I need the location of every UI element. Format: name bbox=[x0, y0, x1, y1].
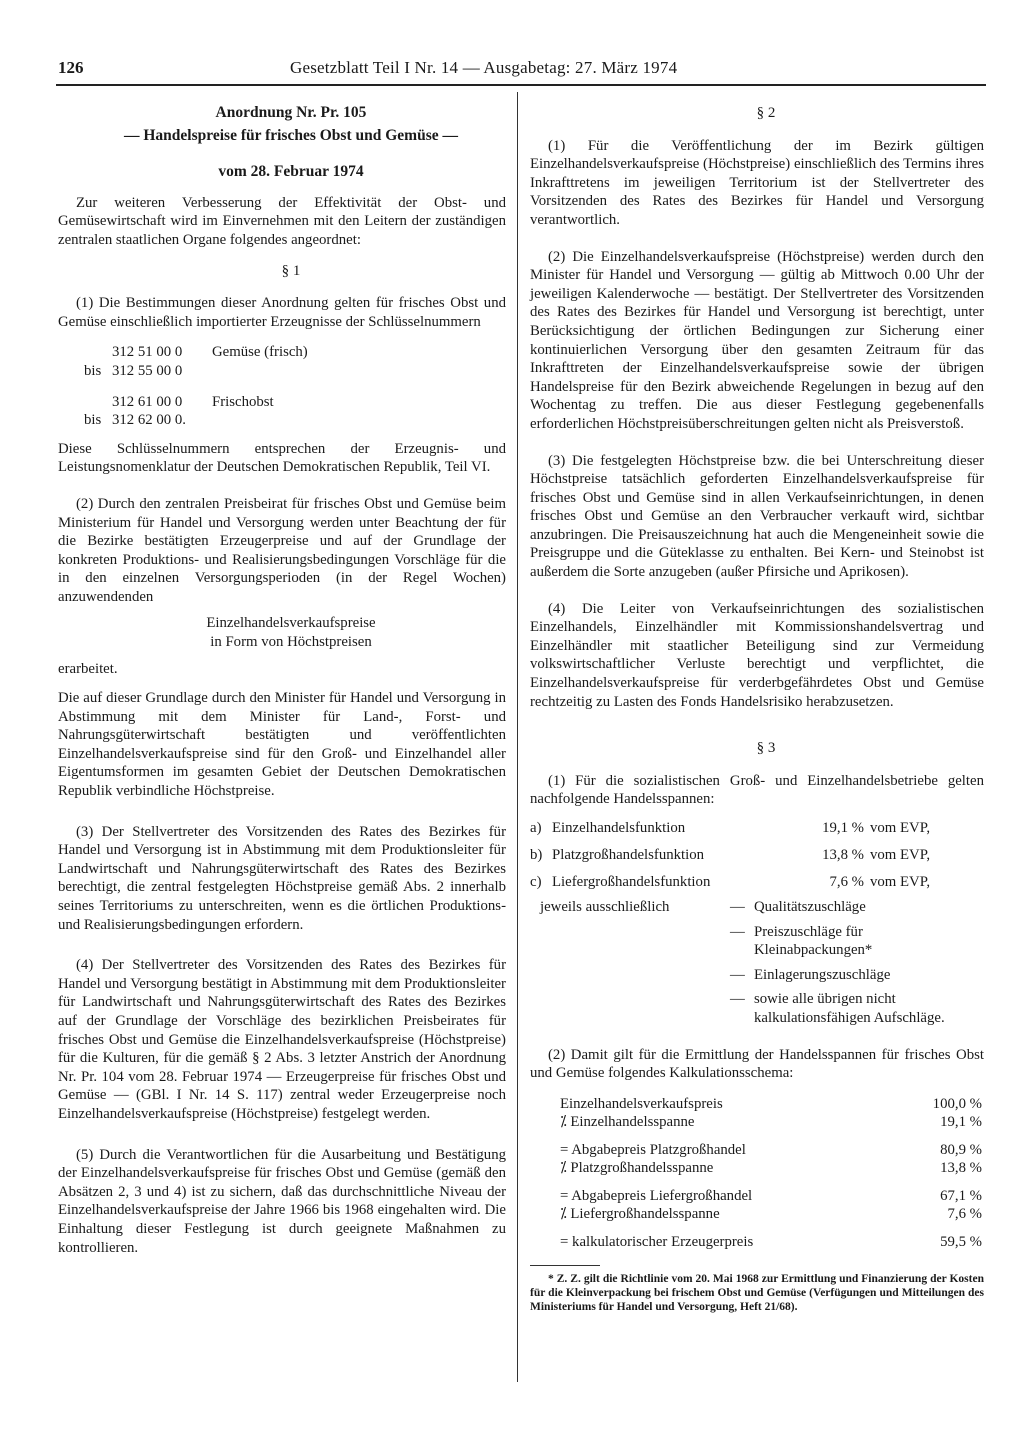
s2-paragraph-4: (4) Die Leiter von Verkaufseinrichtungen des sozialistischen Einzelhandels, Einzelhändler mit Kommissionshandelsvertrag und Einzelhändler mit staatlicher Beteiligung sind zur Vermeidung volkswirtschaftlicher Verluste berechtigt und verpflichtet, die Einzelhandelsverkaufspreise für verderbgefährdetes Obst und Gemüse rechtzeitig zu Lasten des Fonds Handelsrisiko herabzusetzen. bbox=[530, 600, 984, 710]
calc-value: 80,9 % bbox=[940, 1141, 982, 1158]
margin-unit: vom EVP, bbox=[870, 847, 931, 863]
key-code: 312 62 00 0. bbox=[112, 412, 186, 429]
ordinance-title: Anordnung Nr. Pr. 105 bbox=[215, 104, 367, 121]
s3-paragraph-2: (2) Damit gilt für die Ermittlung der Handelsspannen für frisches Obst und Gemüse folgendes Kalkulationsschema: bbox=[530, 1046, 984, 1082]
calc-row bbox=[560, 1095, 982, 1114]
exclusion-text: Qualitätszuschläge bbox=[754, 899, 866, 915]
dash-marker: — bbox=[730, 923, 745, 940]
footnote: * Z. Z. gilt die Richtlinie vom 20. Mai 1968 zur Ermittlung und Finanzierung der Kosten für die Kleinverpackung bei frischem Obst und Gemüse (Verfügungen und Mitteilungen des Ministeriums für Handel und Versorgung, Heft 21/68). bbox=[530, 1273, 984, 1314]
running-header: Gesetzblatt Teil I Nr. 14 — Ausgabetag: 27. März 1974 bbox=[290, 58, 678, 77]
key-prefix bbox=[58, 393, 112, 412]
exclusion-item bbox=[730, 990, 970, 1027]
calc-label: = Abgabepreis Liefergroßhandel bbox=[560, 1187, 753, 1204]
s1-paragraph-4: (4) Der Stellvertreter des Vorsitzenden des Rates des Bezirkes für Handel und Versorgung bestätigt in Abstimmung mit dem Produktionsleiter für Landwirtschaft und Nahrungsgüterwirtschaft des Rates des Bezirkes auf der Grundlage der Vorschläge des bezirklichen Preisbeirates für frisches Obst und Gemüse die Einzelhandelsverkaufspreise (Höchstpreise) für die Kulturen, für die gemäß § 2 Abs. 3 letzter Anstrich der Anordnung Nr. Pr. 104 vom 28. Februar 1974 — Erzeugerpreise für frisches Obst und Gemüse — (GBl. I Nr. 14 S. 117) zentral weder Erzeugerpreise noch Einzelhandelsverkaufspreise (Höchstpreise) festgelegt werden. bbox=[58, 957, 506, 1122]
margin-function: Liefergroßhandelsfunktion bbox=[552, 874, 711, 890]
centered-term-1: Einzelhandelsverkaufspreise bbox=[206, 615, 376, 632]
calc-label: = kalkulatorischer Erzeugerpreis bbox=[560, 1233, 754, 1250]
dash-marker: — bbox=[730, 966, 745, 983]
right-column bbox=[530, 104, 984, 1314]
s2-paragraph-3: (3) Die festgelegten Höchstpreise bzw. die bei Unterschreitung dieser Höchstpreise tatsächlich geforderten Einzelhandelsverkaufspreise für frisches Obst und Gemüse sind in allen Verkaufseinrichtungen, in denen frisches Obst und Gemüse an den Verbraucher verkauft wird, sichtbar anzubringen. Die Preisauszeichnung hat auch die Mengeneinheit sowie die Preisgruppe und die Güteklasse zu enthalten. Bei Kern- und Steinobst ist außerdem die Sorte anzugeben (außer Pfirsiche und Aprikosen). bbox=[530, 452, 984, 581]
key-prefix bbox=[58, 343, 112, 362]
key-prefix: bis bbox=[84, 412, 102, 429]
calc-row bbox=[560, 1233, 982, 1252]
centered-term-2: in Form von Höchstpreisen bbox=[210, 634, 372, 651]
calc-label: ⁒ Platzgroßhandelsspanne bbox=[560, 1160, 714, 1177]
s1-paragraph-5: (5) Durch die Verantwortlichen für die Ausarbeitung und Bestätigung der Einzelhandelsverkaufspreise für frisches Obst und Gemüse (gemäß den Absätzen 2, 3 und 4) ist zu sichern, daß das durchschnittliche Niveau der Einzelhandelsverkaufspreise der Jahre 1966 bis 1968 eingehalten wird. Die Einhaltung dieser Festlegung ist durch geeignete Maßnahmen zu kontrollieren. bbox=[58, 1146, 506, 1256]
margin-function: Platzgroßhandelsfunktion bbox=[552, 847, 705, 863]
s3-paragraph-1: (1) Für die sozialistischen Groß- und Einzelhandelsbetriebe gelten nachfolgende Handelsspannen: bbox=[530, 772, 984, 808]
calc-value: 67,1 % bbox=[940, 1187, 982, 1204]
key-number-row bbox=[58, 411, 506, 430]
key-code: 312 51 00 0 bbox=[112, 344, 183, 361]
key-code: 312 61 00 0 bbox=[112, 393, 183, 410]
calc-label: = Abgabepreis Platzgroßhandel bbox=[560, 1141, 746, 1158]
section-3-heading: § 3 bbox=[756, 740, 776, 757]
left-column bbox=[58, 104, 506, 1257]
s2-paragraph-1: (1) Für die Veröffentlichung der im Bezirk gültigen Einzelhandelsverkaufspreise (Höchstpreise) einschließlich des Termins ihres Inkrafttretens im jeweiligen Territorium ist der Stellvertreter des Vorsitzenden des Rates des Bezirkes für Handel und Versorgung verantwortlich. bbox=[530, 137, 984, 228]
exclusion-item bbox=[730, 898, 970, 917]
calc-row bbox=[560, 1159, 982, 1178]
margin-value: 19,1 % bbox=[822, 820, 864, 836]
trade-margin-row bbox=[530, 842, 984, 869]
exclusions-list bbox=[730, 898, 970, 1034]
ordinance-subtitle: — Handelspreise für frisches Obst und Gemüse — bbox=[124, 126, 458, 144]
calc-row bbox=[560, 1141, 982, 1160]
margin-letter: a) bbox=[530, 820, 542, 836]
dash-marker: — bbox=[730, 899, 745, 915]
margin-function: Einzelhandelsfunktion bbox=[552, 820, 686, 836]
dash-marker: — bbox=[730, 991, 745, 1008]
margin-value: 7,6 % bbox=[829, 874, 864, 890]
s1-paragraph-2b: Die auf dieser Grundlage durch den Minister für Handel und Versorgung in Abstimmung mit dem Minister für Land-, Forst- und Nahrungsgüterwirtschaft bestätigten und veröffentlichten Einzelhandelsverkaufspreise sind für den Groß- und Einzelhandel aller Eigentumsformen im gesamten Gebiet der Deutschen Demokratischen Republik verbindliche Höchstpreise. bbox=[58, 690, 506, 800]
exclusion-text: Einlagerungszuschläge bbox=[754, 966, 891, 983]
calculation-scheme bbox=[560, 1095, 982, 1252]
s1-paragraph-1: (1) Die Bestimmungen dieser Anordnung gelten für frisches Obst und Gemüse einschließlich importierter Erzeugnisse der Schlüsselnummern bbox=[58, 295, 506, 330]
exclusions-block bbox=[530, 898, 984, 1034]
s1-paragraph-2: (2) Durch den zentralen Preisbeirat für frisches Obst und Gemüse beim Ministerium für Handel und Versorgung werden unter Beachtung der für die Bezirke bestätigten Erzeugerpreise und auf der Grundlage der konkreten Produktions- und Realisierungsbedingungen Vorschläge für die in den einzelnen Versorgungsperioden (in der Regel Wochen) anzuwendenden bbox=[58, 495, 506, 605]
footnote-rule bbox=[530, 1265, 600, 1266]
calc-value: 13,8 % bbox=[940, 1160, 982, 1177]
exclusions-label: jeweils ausschließlich bbox=[540, 899, 670, 915]
exclusion-text: Preiszuschläge für Kleinabpackungen* bbox=[754, 923, 873, 959]
calc-value: 59,5 % bbox=[940, 1233, 982, 1250]
key-label: Gemüse (frisch) bbox=[212, 344, 308, 361]
key-code: 312 55 00 0 bbox=[112, 362, 183, 379]
exclusion-text: sowie alle übrigen nicht kalkulationsfähigen Aufschläge. bbox=[754, 991, 945, 1026]
margin-letter: b) bbox=[530, 847, 543, 863]
calc-label: ⁒ Liefergroßhandelsspanne bbox=[560, 1206, 720, 1223]
column-divider bbox=[517, 92, 518, 1382]
calc-value: 100,0 % bbox=[932, 1095, 982, 1112]
exclusion-item bbox=[730, 923, 970, 960]
calc-label: Einzelhandelsverkaufspreis bbox=[560, 1095, 723, 1112]
key-number-row bbox=[58, 343, 506, 362]
calc-row bbox=[560, 1187, 982, 1206]
margin-value: 13,8 % bbox=[822, 847, 864, 863]
trade-margin-row bbox=[530, 869, 984, 896]
key-label: Frischobst bbox=[212, 393, 274, 410]
trade-margin-row bbox=[530, 815, 984, 842]
calc-value: 19,1 % bbox=[940, 1114, 982, 1131]
margin-unit: vom EVP, bbox=[870, 820, 931, 836]
s1-paragraph-2-end: erarbeitet. bbox=[58, 661, 118, 678]
s1-paragraph-3: (3) Der Stellvertreter des Vorsitzenden des Rates des Bezirkes für Handel und Versorgung ist in Abstimmung mit dem Produktionsleiter für Landwirtschaft und Nahrungsgüterwirtschaft des Rates des Bezirkes berechtigt, die zentral festgelegten Höchstpreise gemäß Abs. 2 innerhalb seines Territoriums zu unterschreiten, wenn es die örtlichen Produktions- und Realisierungsbedingungen erfordern. bbox=[58, 823, 506, 933]
ordinance-date: vom 28. Februar 1974 bbox=[218, 163, 364, 181]
section-2-heading: § 2 bbox=[756, 105, 776, 121]
section-1-heading: § 1 bbox=[281, 262, 301, 279]
calc-row bbox=[560, 1205, 982, 1224]
exclusion-item bbox=[730, 966, 970, 985]
intro-paragraph: Zur weiteren Verbesserung der Effektivität der Obst- und Gemüsewirtschaft wird im Einvernehmen mit den Leitern der zuständigen zentralen staatlichen Organe folgendes angeordnet: bbox=[58, 194, 506, 248]
calc-row bbox=[560, 1113, 982, 1132]
calc-value: 7,6 % bbox=[947, 1206, 982, 1223]
margin-unit: vom EVP, bbox=[870, 874, 931, 890]
calc-label: ⁒ Einzelhandelsspanne bbox=[560, 1114, 695, 1131]
header-rule bbox=[56, 84, 986, 86]
s1-paragraph-1b: Diese Schlüsselnummern entsprechen der Erzeugnis- und Leistungsnomenklatur der Deutschen Demokratischen Republik, Teil VI. bbox=[58, 440, 506, 476]
key-number-row bbox=[58, 393, 506, 412]
page-number: 126 bbox=[58, 58, 84, 77]
margin-letter: c) bbox=[530, 874, 542, 890]
s2-paragraph-2: (2) Die Einzelhandelsverkaufspreise (Höchstpreise) werden durch den Minister für Handel und Versorgung — gültig ab Mittwoch 0.00 Uhr der jeweiligen Kalenderwoche — bestätigt. Der Stellvertreter des Vorsitzenden des Rates des Bezirkes für Handel und Versorgung ist berechtigt, unter Berücksichtigung der örtlichen Bedingungen zur Sicherung einer kontinuierlichen Versorgung über den gesamten Zeitraum für das Inkrafttreten der Einzelhandelsverkaufspreise sowie der übrigen Handelspreise für den Bezirk abweichende Regelungen in bezug auf den Wochentag zu treffen. Die aus dieser Festlegung gegebenenfalls erforderlichen Höchstpreisüberschreitungen gelten nicht als Preisverstoß. bbox=[530, 248, 984, 432]
key-prefix: bis bbox=[84, 362, 102, 379]
key-number-row bbox=[58, 362, 506, 381]
